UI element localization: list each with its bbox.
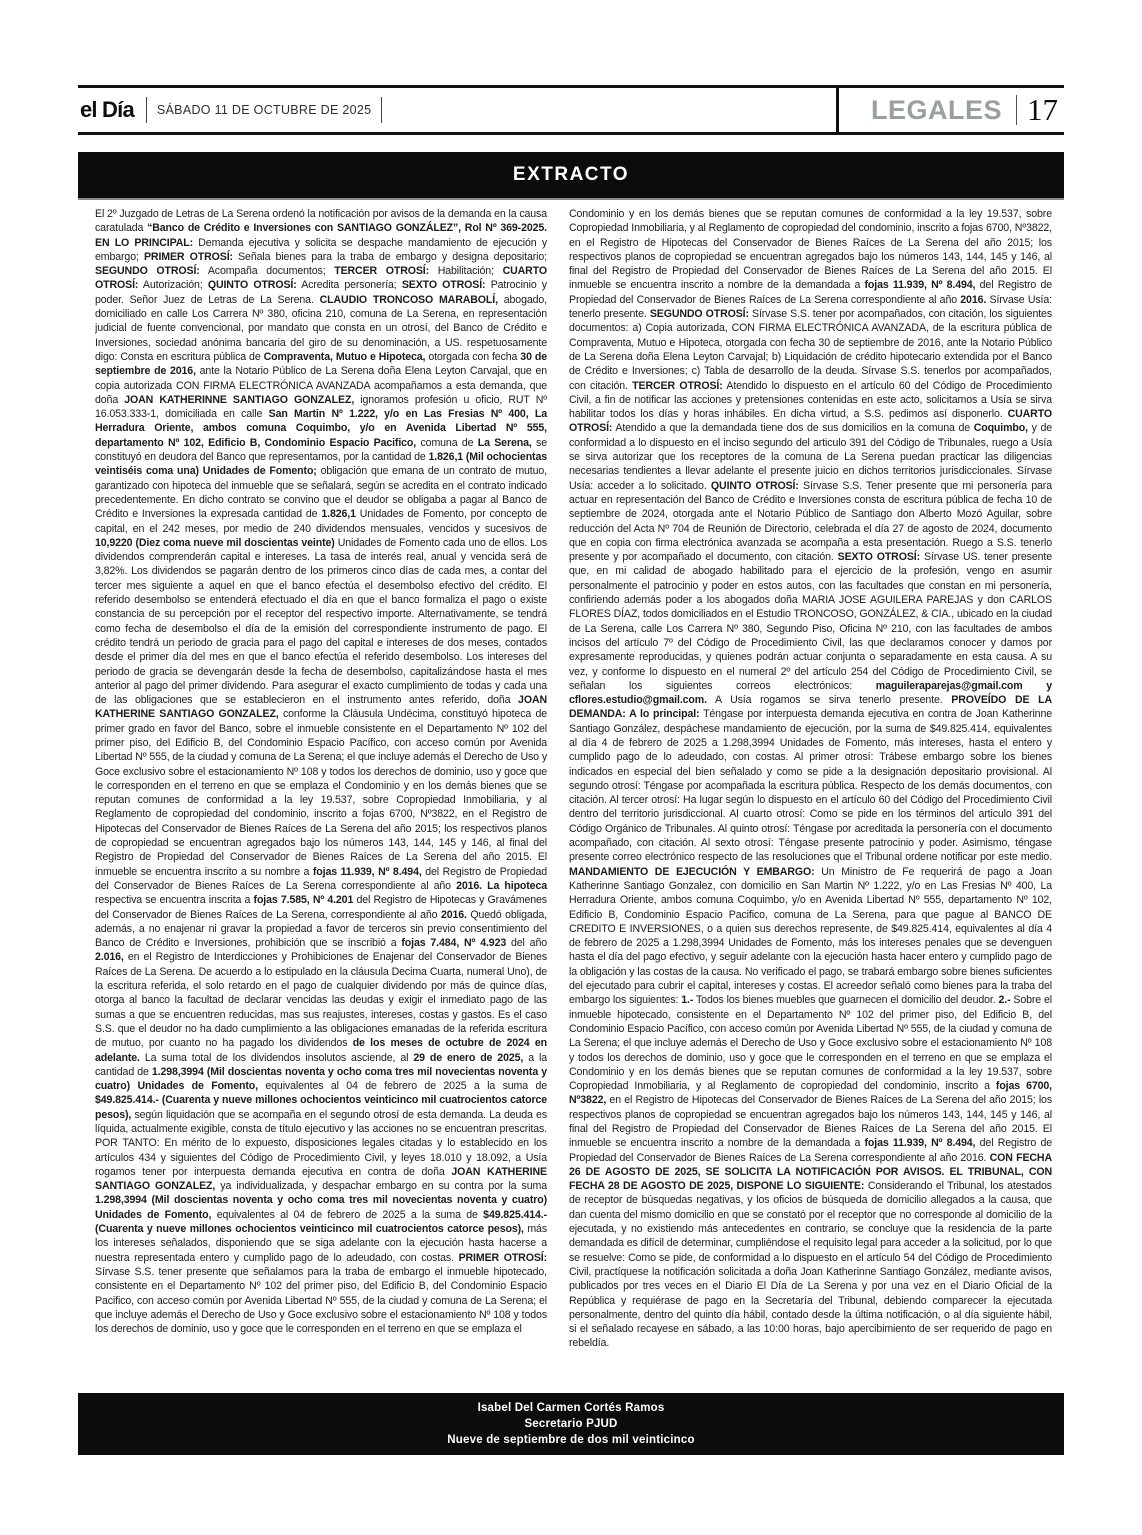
masthead <box>78 85 1064 135</box>
edition-date-wrap <box>146 97 383 123</box>
signature-bar <box>78 1393 1064 1455</box>
notice-column-left: El 2º Juzgado de Letras de La Serena ordenó la notificación por avisos de la demanda en la causa caratulada “Banco de Crédito e Inversiones con SANTIAGO GONZÁLEZ”, Rol Nº 369-2025. EN LO PRINCIPAL: Demanda ejecutiva y solicita se despache mandamiento de ejecución y embargo; PRIMER OTROSÍ: Señala bienes para la traba de embargo y designa depositario; SEGUNDO OTROSÍ: Acompaña documentos; TERCER OTROSÍ: Habilitación; CUARTO OTROSÍ: Autorización; QUINTO OTROSÍ: Acredita personería; SEXTO OTROSÍ: Patrocinio y poder. Señor Juez de Letras de La Serena. CLAUDIO TRONCOSO MARABOLÍ, abogado, domiciliado en calle Los Carrera Nº 380, oficina 210, comuna de La Serena, en representación judicial de fuente convencional, por mandato que consta en un otrosí, del Banco de Crédito e Inversiones, sociedad anónima bancaria del giro de su denominación, a US. respetuosamente digo: Consta en escritura pública de Compraventa, Mutuo e Hipoteca, otorgada con fecha 30 de septiembre de 2016, ante la Notario Público de La Serena doña Elena Leyton Carvajal, que en copia autorizada CON FIRMA ELECTRÓNICA AVANZADA acompañamos a esta demanda, que doña JOAN KATHERINNE SANTIAGO GONZALEZ, ignoramos profesión u oficio, RUT Nº 16.053.333-1, domiciliada en calle San Martin Nº 1.222, y/o en Las Fresias Nº 400, La Herradura Oriente, ambos comuna Coquimbo, y/o en Avenida Libertad Nº 555, departamento Nº 102, Edificio B, Condominio Espacio Pacifico, comuna de La Serena, se constituyó en deudora del Banco que representamos, por la cantidad de 1.826,1 (Mil ochocientas veintiséis coma una) Unidades de Fomento; obligación que emana de un contrato de mutuo, garantizado con hipoteca del inmueble que se señalará, según se acredita en el contrato indicado precedentemente. En dicho contrato se convino que el deudor se obligaba a pagar al Banco de Crédito e Inversiones la expresada cantidad de 1.826,1 Unidades de Fomento, por concepto de capital, en el 242 meses, por medio de 240 dividendos mensuales, vencidos y sucesivos de 10,9220 (Diez coma nueve mil doscientas veinte) Unidades de Fomento cada uno de ellos. Los dividendos comprenderán capital e intereses. La tasa de interés real, anual y vencida será de 3,82%. Los dividendos se pagarán dentro de los primeros cinco días de cada mes, a contar del tercer mes siguiente a aquel en que el banco efectúa el desembolso efectivo del crédito. El referido desembolso se entenderá efectuado el día en que el banco formaliza el pago o existe constancia de su percepción por el receptor del respectivo importe. Alternativamente, se tendrá como fecha de desembolso el día de la emisión del correspondiente instrumento de pago. El crédito tendrá un periodo de gracia para el pago del capital e intereses de dos meses, contados desde el primer día del mes en que el banco efectúa el referido desembolso. Los intereses del periodo de gracia se devengarán desde la fecha de desembolso, capitalizándose hasta el mes anterior al pago del primer dividendo. Para asegurar el exacto cumplimiento de todas y cada una de las obligaciones que se establecieron en el instrumento antes referido, doña JOAN KATHERINE SANTIAGO GONZALEZ, conforme la Cláusula Undécima, constituyó hipoteca de primer grado en favor del Banco, sobre el inmueble consistente en el Departamento Nº 102 del primer piso, del Edificio B, del Condominio Espacio Pacífico, con acceso común por Avenida Libertad Nº 555, de la ciudad y comuna de La Serena; el que incluye además el Derecho de Uso y Goce exclusivo sobre el estacionamiento Nº 108 y todos los derechos de dominio, uso y goce que le corresponden en el terreno en que se emplaza el Condominio y en los demás bienes que se reputan comunes de conformidad a la ley 19.537, sobre Copropiedad Inmobiliaria, y al Reglamento de copropiedad del condominio, inscrito a fojas 6700, Nº3822, en el Registro de Hipotecas del Conservador de Bienes Raíces de La Serena del año 2015; los respectivos planos de copropiedad se encuentran agregados bajo los números 143, 144, 145 y 146, al final del Registro de Propiedad del Conservador de Bienes Raíces de La Serena del año 2015. El inmueble se encuentra inscrito a su nombre a fojas 11.939, Nº 8.494, del Registro de Propiedad del Conservador de Bienes Raíces de La Serena correspondiente al año 2016. La hipoteca respectiva se encuentra inscrita a fojas 7.585, Nº 4.201 del Registro de Hipotecas y Gravámenes del Conservador de Bienes Raíces de La Serena, correspondiente al año 2016. Quedó obligada, además, a no enajenar ni gravar la propiedad a favor de terceros sin previo consentimiento del Banco de Crédito e Inversiones, prohibición que se inscribió a fojas 7.484, Nº 4.923 del año 2.016, en el Registro de Interdicciones y Prohibiciones de Enajenar del Conservador de Bienes Raíces de La Serena. De acuerdo a lo estipulado en la cláusula Decima Cuarta, numeral Uno), de la escritura referida, el solo retardo en el pago de cualquier dividendo por más de quince días, otorga al banco la facultad de declarar vencidas las deudas y exigir el inmediato pago de las sumas a que se encuentren reducidas, mas sus reajustes, intereses, costas y gastos. Es el caso S.S. que el deudor no ha dado cumplimiento a las obligaciones emanadas de la referida escritura de mutuo, por cuanto no ha pagado los dividendos de los meses de octubre de 2024 en adelante. La suma total de los dividendos insolutos asciende, al 29 de enero de 2025, a la cantidad de 1.298,3994 (Mil doscientas noventa y ocho coma tres mil novecientas noventa y cuatro) Unidades de Fomento, equivalentes al 04 de febrero de 2025 a la suma de $49.825.414.- (Cuarenta y nueve millones ochocientos veinticinco mil cuatrocientos catorce pesos), según liquidación que se acompaña en el segundo otrosí de esta demanda. La deuda es líquida, actualmente exigible, consta de título ejecutivo y las acciones no se encuentran prescritas. POR TANTO: En mérito de lo expuesto, disposiciones legales citadas y lo establecido en los artículos 434 y siguientes del Código de Procedimiento Civil, y leyes 18.010 y 18.092, a Usía rogamos tener por interpuesta demanda ejecutiva en contra de doña JOAN KATHERINE SANTIAGO GONZALEZ, ya individualizada, y despachar embargo en su contra por la suma 1.298,3994 (Mil doscientas noventa y ocho coma tres mil novecientas noventa y cuatro) Unidades de Fomento, equivalentes al 04 de febrero de 2025 a la suma de $49.825.414.- (Cuarenta y nueve millones ochocientos veinticinco mil cuatrocientos catorce pesos), más los intereses señalados, disponiendo que se siga adelante con la ejecución hasta hacerse a nuestra representada entero y cumplido pago de lo adeudado, con costas. PRIMER OTROSÍ: Sírvase S.S. tener presente que señalamos para la traba de embargo el inmueble hipotecado, consistente en el Departamento Nº 102 del primer piso, del Edificio B, del Condominio Espacio Pacifico, con acceso común por Avenida Libertad Nº 555, de la ciudad y comuna de La Serena; el que incluye además el Derecho de Uso y Goce exclusivo sobre el estacionamiento Nº 108 y todos los derechos de dominio, uso y goce que le corresponden en el terreno en que se emplaza el <box>95 208 548 1336</box>
masthead-right <box>836 88 1064 132</box>
newspaper-logo: el Día <box>80 97 134 122</box>
signature-date: Nueve de septiembre de dos mil veinticinco <box>447 1433 695 1446</box>
banner-title: EXTRACTO <box>512 164 630 185</box>
masthead-left <box>78 88 836 132</box>
signatory-role: Secretario PJUD <box>524 1417 618 1430</box>
section-title: LEGALES <box>870 94 1002 125</box>
edition-date: SÁBADO 11 DE OCTUBRE DE 2025 <box>156 103 372 117</box>
signatory-name: Isabel Del Carmen Cortés Ramos <box>477 1401 665 1414</box>
notice-column-right: Condominio y en los demás bienes que se reputan comunes de conformidad a la ley 19.537, sobre Copropiedad Inmobiliaria, y al Reglamento de copropiedad del condominio, inscrito a fojas 6700, Nº3822, en el Registro de Hipotecas del Conservador de Bienes Raíces de La Serena del año 2015; los respectivos planos de copropiedad se encuentran agregados bajo los números 143, 144, 145 y 146, al final del Registro de Propiedad del Conservador de Bienes Raíces de La Serena del año 2015. El inmueble se encuentra inscrito a nombre de la demandada a fojas 11.939, Nº 8.494, del Registro de Propiedad del Conservador de Bienes Raíces de La Serena correspondiente al año 2016. Sírvase Usía: tenerlo presente. SEGUNDO OTROSÍ: Sírvase S.S. tener por acompañados, con citación, los siguientes documentos: a) Copia autorizada, CON FIRMA ELECTRÓNICA AVANZADA, de la escritura pública de Compraventa, Mutuo e Hipoteca, otorgada con fecha 30 de septiembre de 2016, ante la Notario Público de La Serena doña Elena Leyton Carvajal; b) Liquidación de crédito hipotecario extendida por el Banco de Crédito e Inversiones; c) Tabla de desarrollo de la deuda. Sírvase S.S. tenerlos por acompañados, con citación. TERCER OTROSÍ: Atendido lo dispuesto en el artículo 60 del Código de Procedimiento Civil, a fin de notificar las acciones y pretensiones contenidas en este acto, solicitamos a Usía se sirva habilitar todos los días y horas inhábiles. En dicha virtud, a S.S. pedimos así disponerlo. CUARTO OTROSÍ: Atendido a que la demandada tiene dos de sus domicilios en la comuna de Coquimbo, y de conformidad a lo dispuesto en el inciso segundo del articulo 391 del Código de Tribunales, ruego a Usía se sirva autorizar que los receptores de la comuna de La Serena puedan practicar las diligencias necesarias tendientes a llevar adelante el presente juicio en dichos territorios jurisdiccionales. Sírvase Usía: acceder a lo solicitado. QUINTO OTROSÍ: Sírvase S.S. Tener presente que mi personería para actuar en representación del Banco de Crédito e Inversiones consta de escritura pública de fecha 10 de septiembre de 2024, otorgada ante el Notario Público de Santiago don Alberto Mozó Aguilar, sobre reducción del Acta Nº 704 de Reunión de Directorio, celebrada el día 27 de agosto de 2024, documento que en copia con firma electrónica avanzada se acompaña a esta presentación. Ruego a S.S. tenerlo presente y por acompañado el documento, con citación. SEXTO OTROSÍ: Sírvase US. tener presente que, en mi calidad de abogado habilitado para el ejercicio de la profesión, vengo en asumir personalmente el patrocinio y poder en estos autos, con las facultades que constan en mi personería, confiriendo además poder a los abogados doña MARIA JOSE AGUILERA PAREJAS y don CARLOS FLORES DÍAZ, todos domiciliados en el Estudio TRONCOSO, GONZÁLEZ, & CIA., ubicado en la ciudad de La Serena, calle Los Carrera Nº 380, Segundo Piso, Oficina Nº 210, con las facultades de ambos incisos del artículo 7º del Código de Procedimiento Civil, las que declaramos conocer y damos por expresamente reproducidas, y quienes podrán actuar conjunta o separadamente en esta causa. A su vez, y conforme lo dispuesto en el numeral 2º del artículo 254 del Código de Procedimiento Civil, se señalan los siguientes correos electrónicos: maguileraparejas@gmail.com y cflores.estudio@gmail.com. A Usía rogamos se sirva tenerlo presente. PROVEÍDO DE LA DEMANDA: A lo principal: Téngase por interpuesta demanda ejecutiva en contra de Joan Katherinne Santiago González, despáchese mandamiento de ejecución, por la suma de $49.825.414, equivalentes al día 4 de febrero de 2025 a 1.298,3994 Unidades de Fomento, más intereses, hasta el entero y cumplido pago de lo adeudado, con costas. Al primer otrosí: Trábese embargo sobre los bienes indicados en especial del bien señalado y como se pide a la designación depositario provisional. Al segundo otrosí: Téngase por acompañada la escritura pública. Respecto de los demás documentos, con citación. Al tercer otrosí: Ha lugar según lo dispuesto en el artículo 60 del Código del Procedimiento Civil dentro del territorio jurisdiccional. Al cuarto otrosí: Como se pide en los términos del articulo 391 del Código Orgánico de Tribunales. Al quinto otrosí: Téngase por acreditada la personería con el documento acompañado, con citación. Al sexto otrosí: Téngase presente patrocinio y poder. Asimismo, téngase presente correo electrónico respecto de las resoluciones que el Tribunal ordene notificar por este medio. MANDAMIENTO DE EJECUCIÓN Y EMBARGO: Un Ministro de Fe requerirá de pago a Joan Katherinne Santiago Gonzalez, con domicilio en San Martin Nº 1.222, y/o en Las Fresias Nº 400, La Herradura Oriente, ambos comuna Coquimbo, y/o en Avenida Libertad Nº 555, departamento Nº 102, Edificio B, Condominio Espacio Pacifico, comuna de La Serena, para que pague al BANCO DE CREDITO E INVERSIONES, o a quien sus derechos represente, de $49.825.414, equivalentes al día 4 de febrero de 2025 a 1.298,3994 Unidades de Fomento, más los intereses penales que se devenguen hasta el día del pago efectivo, y seguir adelante con la ejecución hasta hacer entero y cumplido pago de la obligación y las costas de la causa. No verificado el pago, se trabará embargo sobre bienes suficientes del ejecutado para cubrir el capital, intereses y costas. El acreedor señaló como bienes para la traba del embargo los siguientes: 1.- Todos los bienes muebles que guarnecen el domicilio del deudor. 2.- Sobre el inmueble hipotecado, consistente en el Departamento Nº 102 del primer piso, del Edificio B, del Condominio Espacio Pacífico, con acceso común por Avenida Libertad Nº 555, de la ciudad y comuna de La Serena; el que incluye además el Derecho de Uso y Goce exclusivo sobre el estacionamiento Nº 108 y todos los derechos de dominio, uso y goce que le corresponden en el terreno en que se emplaza el Condominio y en los demás bienes que se reputan comunes de conformidad a la ley 19.537, sobre Copropiedad Inmobiliaria, y al Reglamento de copropiedad del condominio, inscrito a fojas 6700, Nº3822, en el Registro de Hipotecas del Conservador de Bienes Raíces de La Serena del año 2015; los respectivos planos de copropiedad se encuentran agregados bajo los números 143, 144, 145 y 146, al final del Registro de Propiedad del Conservador de Bienes Raíces de La Serena del año 2015. El inmueble se encuentra inscrito a nombre de la demandada a fojas 11.939, Nº 8.494, del Registro de Propiedad del Conservador de Bienes Raíces de La Serena correspondiente al año 2016. CON FECHA 26 DE AGOSTO DE 2025, SE SOLICITA LA NOTIFICACIÓN POR AVISOS. EL TRIBUNAL, CON FECHA 28 DE AGOSTO DE 2025, DISPONE LO SIGUIENTE: Considerando el Tribunal, los atestados de receptor de búsquedas negativas, y los oficios de búsqueda de domicilio allegados a la causa, que dan cuenta del mismo domicilio en que se constató por el receptor que no corresponde al domicilio de la ejecutada, y no existiendo más antecedentes en contrario, se concluye que la residencia de la parte demandada es difícil de determinar, cumpliéndose el requisito legal para acceder a la solicitud, por lo que se resuelve: Como se pide, de conformidad a lo dispuesto en el artículo 54 del Código de Procedimiento Civil, practíquese la notificación solicitada a doña Joan Katherinne Santiago González, mediante avisos, publicados por tres veces en el Diario El Día de La Serena y por una vez en el Diario Oficial de la República y requiérase de pago en la Secretaría del Tribunal, debiendo comparecer la ejecutada personalmente, dentro del quinto día hábil, contado desde la última notificación, o al día siguiente hábil, si el señalado recayese en sábado, a las 10:00 horas, bajo apercibimiento de ser requerido de pago en rebeldía. <box>569 208 1052 1350</box>
extracto-banner <box>78 152 1064 200</box>
notice-body <box>95 207 1052 1394</box>
page-number: 17 <box>1027 92 1058 127</box>
page-number-wrap <box>1016 92 1058 127</box>
